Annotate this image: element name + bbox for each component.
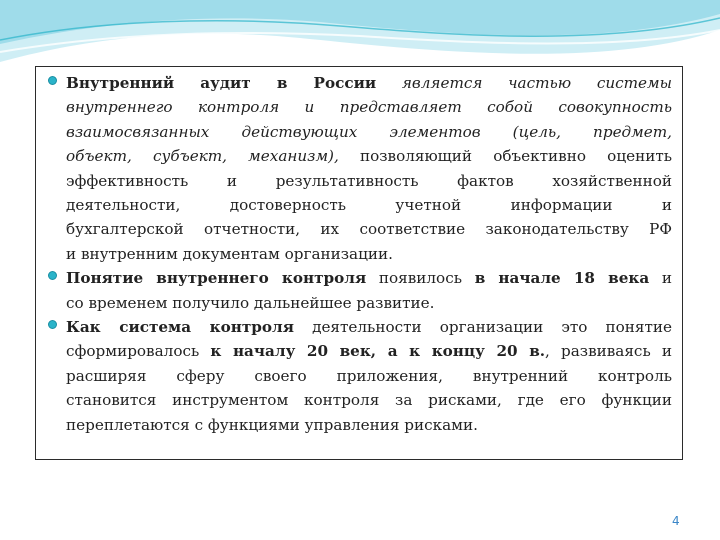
page-number: 4 [672,514,680,528]
bullet-item [44,315,672,437]
text-segment: взаимосвязанных действующих элементов (цель, предмет, [66,122,672,141]
text-segment: внутреннего контроля и представляет собой совокупность [66,98,672,117]
text-segment: к началу 20 век, а к концу 20 в. [210,342,546,361]
text-segment: , развиваясь и [545,342,672,361]
text-line [66,242,672,266]
text-line [66,315,672,339]
bullet-icon [48,271,57,280]
text-line [66,120,672,144]
bullet-item [44,71,672,266]
text-segment: появилось [366,269,475,288]
text-segment: эффективность и результативность фактов хозяйственной [66,171,672,190]
text-line [66,193,672,217]
text-line [66,388,672,412]
text-segment: бухгалтерской отчетности, их соответствие законодательству РФ [66,220,672,239]
text-segment: сформировалось [66,342,211,361]
text-segment: в начале 18 века [474,269,650,288]
text-line [66,339,672,363]
text-segment: и [649,269,672,288]
bullet-icon [48,76,57,85]
text-line [66,144,672,168]
text-line [66,71,672,95]
text-segment: Понятие внутреннего контроля [66,269,367,288]
bullet-icon [48,320,57,329]
text-segment: переплетаются с функциями управления рисками. [66,415,478,434]
text-line [66,95,672,119]
text-segment: и внутренним документам организации. [66,244,393,263]
text-segment: становится инструментом контроля за рисками, где его функции [66,391,672,410]
bullet-item [44,266,672,315]
text-segment: Внутренний аудит в России [66,74,377,92]
text-segment: Как система контроля [66,318,294,337]
bullet-list [36,67,682,437]
text-segment: расширяя сферу своего приложения, внутренний контроль [66,366,672,385]
text-line [66,413,672,437]
text-line [66,291,672,315]
text-segment: является частью системы [376,74,673,92]
text-segment: деятельности, достоверность учетной информации и [66,196,672,215]
content-box [35,66,683,460]
text-segment: объект, субъект, механизм), [66,147,339,166]
text-segment: деятельности организации это понятие [293,318,672,337]
text-line [66,217,672,241]
text-segment: позволяющий объективно оценить [338,147,672,166]
text-line [66,169,672,193]
text-line [66,266,672,290]
text-segment: со временем получило дальнейшее развитие. [66,293,435,312]
text-line [66,364,672,388]
